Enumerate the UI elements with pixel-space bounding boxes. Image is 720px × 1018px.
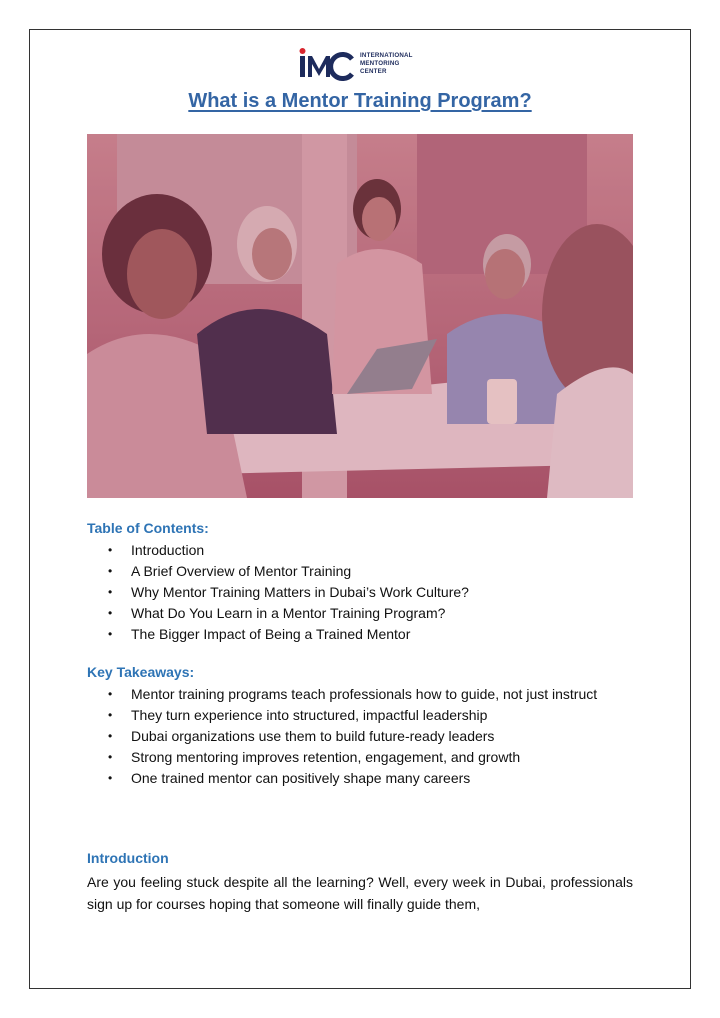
takeaway-item: • Mentor training programs teach professionals how to guide, not just instruct [87, 684, 633, 705]
logo-line-1: INTERNATIONAL [360, 52, 413, 59]
takeaways-list [87, 684, 633, 789]
toc-item: • Why Mentor Training Matters in Dubai’s Work Culture? [87, 582, 633, 603]
introduction-heading: Introduction [87, 850, 169, 866]
imc-logo [298, 44, 424, 84]
hero-photo [87, 134, 633, 498]
toc-item: • The Bigger Impact of Being a Trained Mentor [87, 624, 633, 645]
imc-logo-mark-icon [298, 47, 356, 81]
introduction-paragraph: Are you feeling stuck despite all the learning? Well, every week in Dubai, professionals sign up for courses hoping that someone will finally guide them, [87, 874, 633, 912]
takeaways-heading: Key Takeaways: [87, 664, 195, 680]
toc-item: • Introduction [87, 540, 633, 561]
logo-line-2: MENTORING [360, 60, 400, 67]
toc-item: • A Brief Overview of Mentor Training [87, 561, 633, 582]
toc-list [87, 540, 633, 645]
toc-heading: Table of Contents: [87, 520, 209, 536]
meeting-photo-illustration [87, 134, 633, 498]
takeaway-item: • Strong mentoring improves retention, engagement, and growth [87, 747, 633, 768]
toc-item: • What Do You Learn in a Mentor Training Program? [87, 603, 633, 624]
takeaway-item: • One trained mentor can positively shape many careers [87, 768, 633, 789]
logo-wordmark [360, 52, 413, 76]
logo-line-3: CENTER [360, 68, 387, 75]
takeaway-item: • They turn experience into structured, impactful leadership [87, 705, 633, 726]
page-title: What is a Mentor Training Program? [188, 90, 532, 112]
takeaway-item: • Dubai organizations use them to build future-ready leaders [87, 726, 633, 747]
